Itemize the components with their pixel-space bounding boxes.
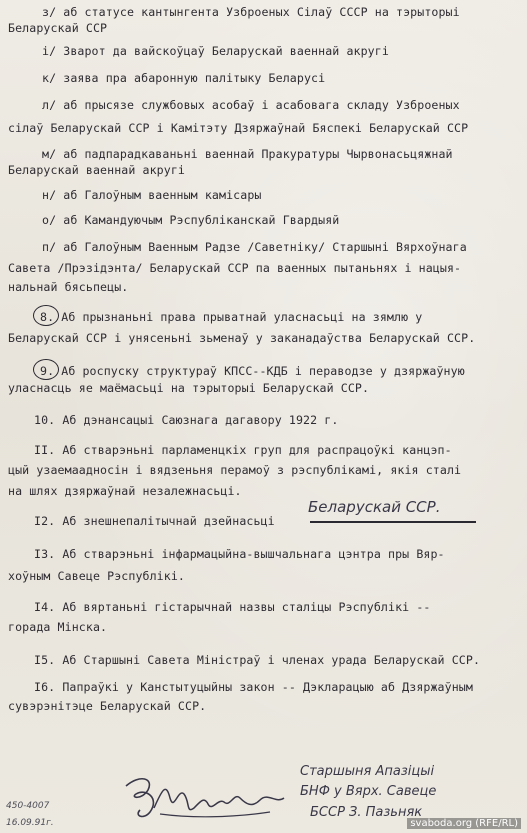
text-line-21: на шлях дзяржаўнай незалежнасьці. bbox=[8, 484, 242, 498]
text-line-24: хоўным Савеце Рэспублікі. bbox=[8, 569, 186, 583]
text-line-28: I6. Папраўкі у Канстытуцыйны закон -- Дэкларацыю аб Дзяржаўным bbox=[34, 680, 473, 694]
text-line-27: I5. Аб Старшыні Савета Міністраў і членах урада Беларускай ССР. bbox=[34, 653, 481, 667]
signature bbox=[120, 768, 290, 828]
struck-out-text bbox=[310, 521, 476, 523]
text-line-1: з/ аб статусе кантынгента Узброеных Сілаў СССР на тэрыторыі bbox=[42, 5, 460, 19]
source-watermark: svaboda.org (RFE/RL) bbox=[407, 818, 521, 829]
text-line-23: I3. Аб стварэньні інфармацыйна-вышчальнага цэнтра пры Вяр- bbox=[34, 547, 445, 561]
text-line-11: п/ аб Галоўным Ваенным Радзе /Саветніку/ Старшыні Вярхоўнага bbox=[42, 240, 467, 254]
pencil-number: 450-4007 bbox=[6, 801, 50, 811]
text-line-18: 10. Аб дэнансацыі Саюзнага дагавору 1922 г. bbox=[34, 413, 339, 427]
text-line-3: і/ Зварот да вайскоўцаў Беларускай ваеннай акругі bbox=[42, 44, 389, 58]
text-line-10: о/ аб Камандуючым Рэспубліканскай Гвардыяй bbox=[42, 213, 340, 227]
text-line-17: уласнасць яе маёмасьці на тэрыторыі Беларускай ССР. bbox=[8, 381, 370, 395]
text-line-7: м/ аб падпарадкаваньні ваеннай Пракуратуры Чырвонасьцяжнай bbox=[42, 147, 453, 161]
text-line-8: Беларускай ваеннай акругі bbox=[8, 163, 186, 177]
text-line-20: цый узаемаадносін і вядзеньня перамоў з рэспублікамі, якія сталі bbox=[8, 463, 462, 477]
handwritten-note-line-2: БНФ у Вярх. Савеце bbox=[300, 784, 437, 799]
text-line-29: сувэрэнітэце Беларускай ССР. bbox=[8, 699, 207, 713]
pencil-date: 16.09.91г. bbox=[6, 818, 54, 828]
text-line-4: к/ заява пра абаронную палітыку Беларусі bbox=[42, 71, 326, 85]
handwritten-note-line-1: Старшыня Апазіцыі bbox=[300, 764, 435, 779]
text-line-15: Беларускай ССР і уняcеньні зьменаў у заканадаўства Беларускай ССР. bbox=[8, 331, 476, 345]
text-line-14: 8. Аб прызнаньні права прыватнай уласнасьці на зямлю у bbox=[40, 310, 423, 324]
text-line-22: I2. Аб знешнепалітычнай дзейнасьці bbox=[34, 514, 275, 528]
text-line-12: Савета /Прэзідэнта/ Беларускай ССР па ваенных пытаньнях і нацыя- bbox=[8, 261, 462, 275]
text-line-25: I4. Аб вяртаньні гістарычнай назвы сталіцы Рэспублікі -- bbox=[34, 600, 431, 614]
handwritten-insert: Беларускай ССР. bbox=[308, 498, 441, 516]
handwritten-note-line-3: БССР З. Пазьняк bbox=[310, 805, 423, 820]
text-line-26: горада Мінска. bbox=[8, 620, 108, 634]
text-line-13: нальнай бясьпецы. bbox=[8, 280, 129, 294]
text-line-2: Беларускай ССР bbox=[8, 21, 108, 35]
text-line-5: л/ аб прысязе службовых асобаў і асабовага складу Узброеных bbox=[42, 98, 460, 112]
text-line-19: II. Аб стварэньні парламенцкіх груп для распрацоўкі канцэп- bbox=[34, 443, 452, 457]
text-line-9: н/ аб Галоўным ваенным камісары bbox=[42, 188, 262, 202]
text-line-16: 9. Аб роспуску структураў КПСС--КДБ і пераводзе у дзяржаўную bbox=[40, 364, 465, 378]
text-line-6: сілаў Беларускай ССР і Камітэту Дзяржаўнай Бяспекі Беларускай ССР bbox=[8, 121, 469, 135]
